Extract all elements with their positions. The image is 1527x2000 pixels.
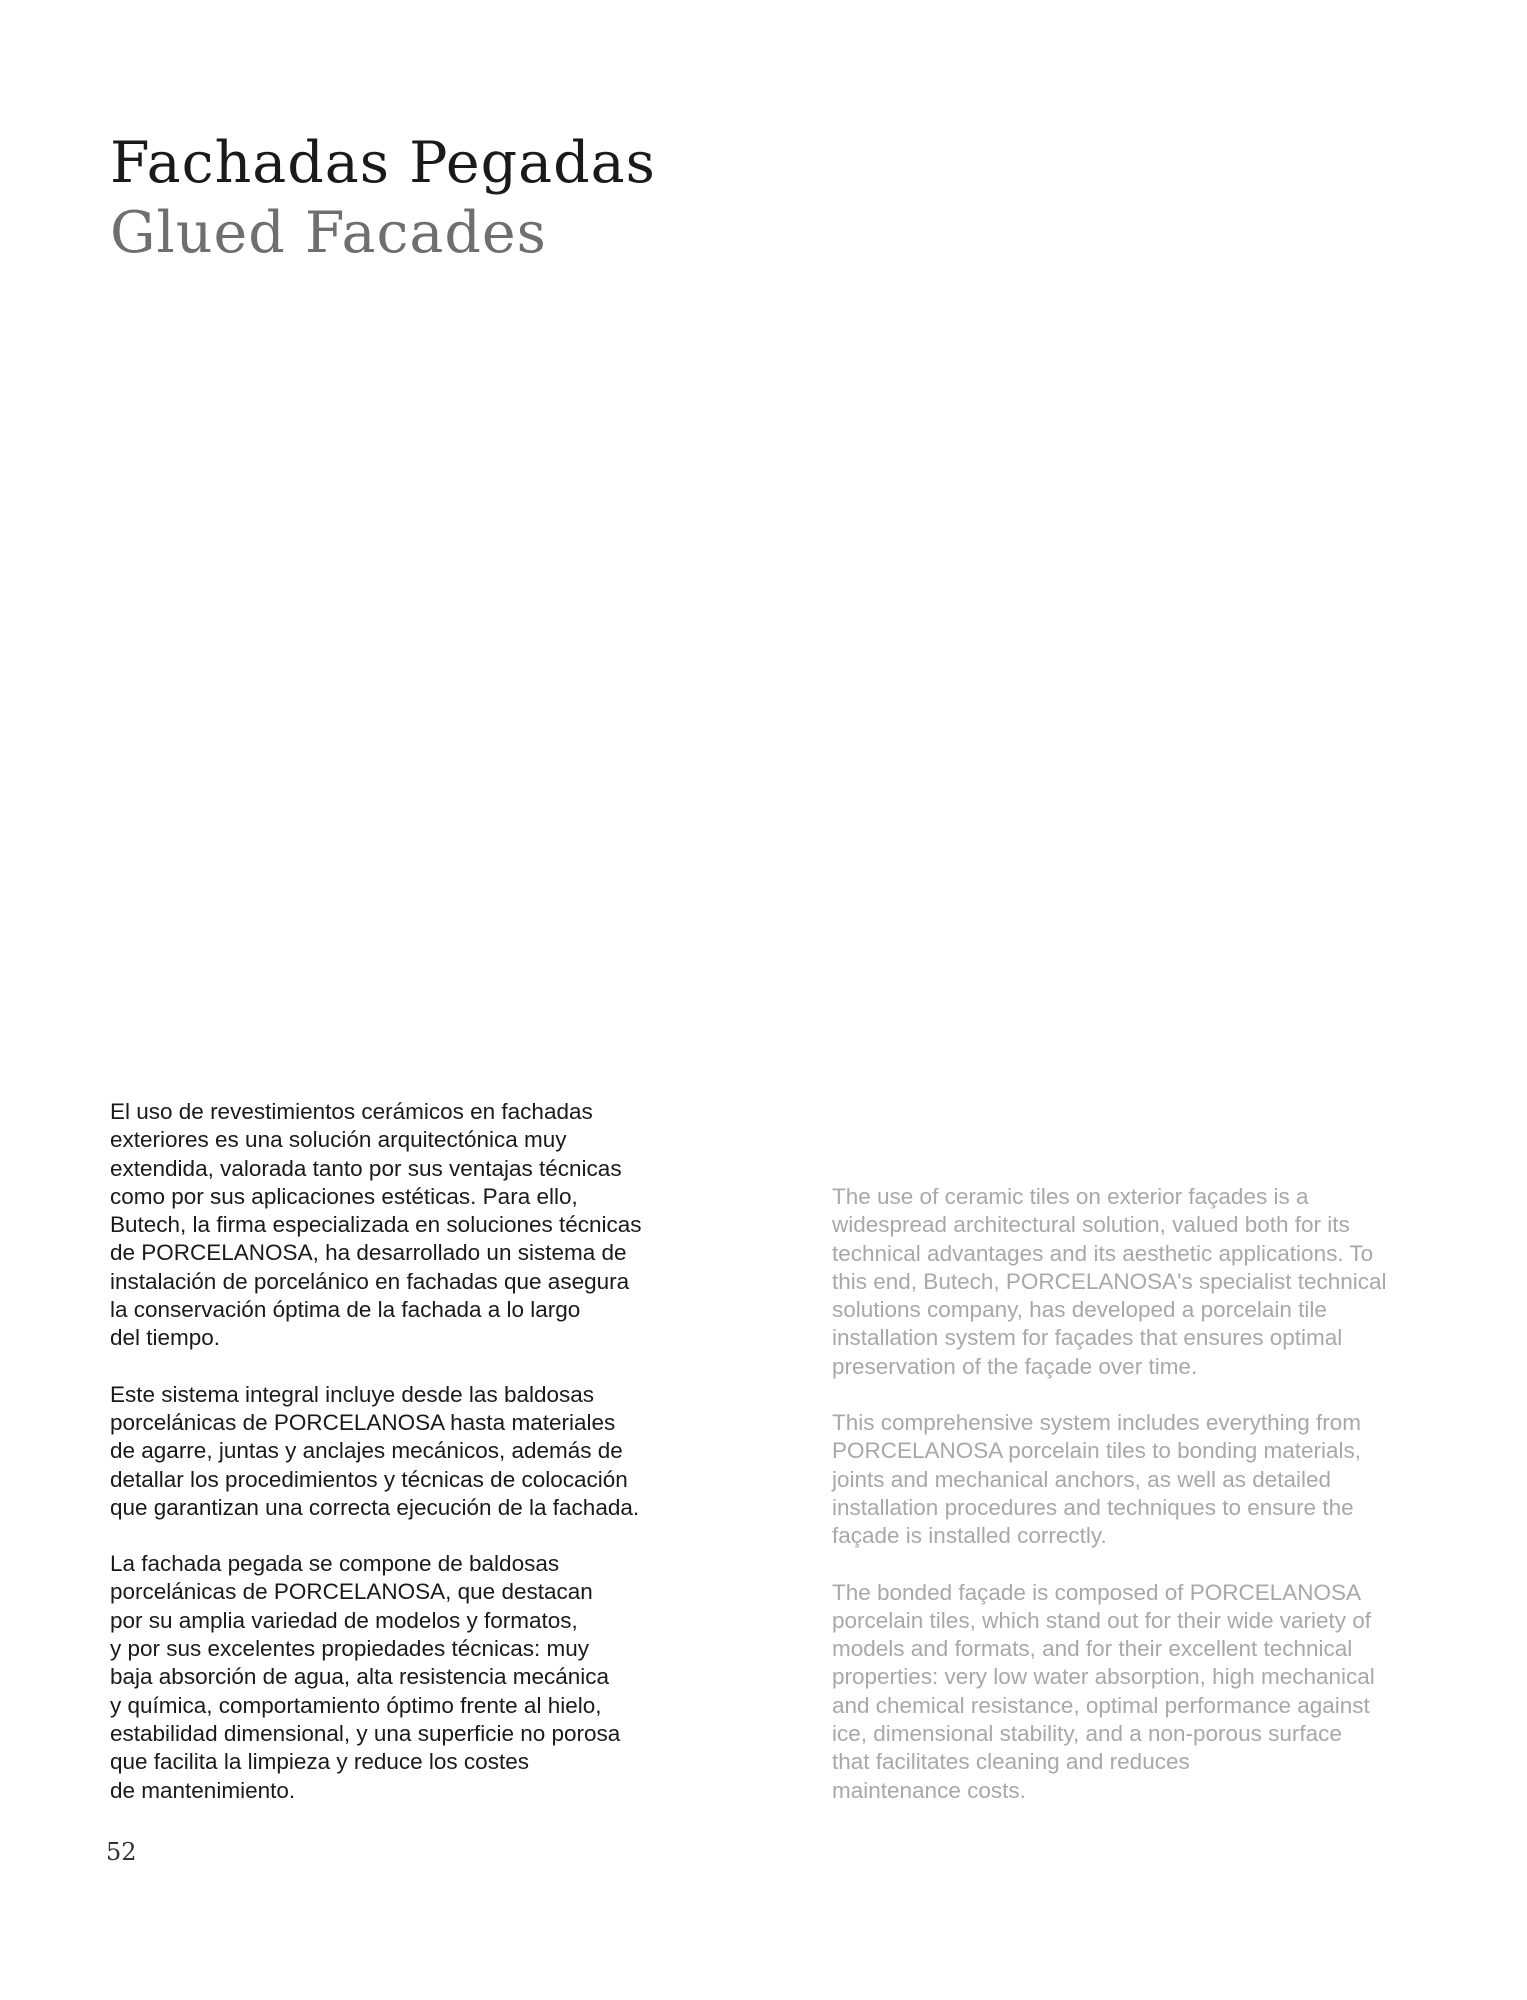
title-spanish: Fachadas Pegadas — [110, 130, 656, 196]
spanish-paragraph-2: Este sistema integral incluye desde las baldosas porcelánicas de PORCELANOSA hasta materiales de agarre, juntas y anclajes mecánicos, además de detallar los procedimientos y técnicas de colocación que garantizan una correcta ejecución de la fachada. — [110, 1381, 640, 1520]
english-text-column — [832, 1183, 1432, 1833]
english-paragraph-1: The use of ceramic tiles on exterior façades is a widespread architectural solution, valued both for its technical advantages and its aesthetic applications. To this end, Butech, PORCELANOSA's specialist technical solutions company, has developed a porcelain tile installation system for façades that ensures optimal preservation of the façade over time. — [832, 1184, 1387, 1379]
page-title — [110, 128, 910, 268]
spanish-paragraph-1: El uso de revestimientos cerámicos en fachadas exteriores es una solución arquitectónica muy extendida, valorada tanto por sus ventajas técnicas como por sus aplicaciones estéticas. Para ello, Butech, la firma especializada en soluciones técnicas de PORCELANOSA, ha desarrollado un sistema de instalación de porcelánico en fachadas que asegura la conservación óptima de la fachada a lo largo del tiempo. — [110, 1099, 642, 1351]
english-paragraph-3: The bonded façade is composed of PORCELANOSA porcelain tiles, which stand out for their wide variety of models and formats, and for their excellent technical properties: very low water absorption, high mechanical and chemical resistance, optimal performance against ice, dimensional stability, and a non-porous surface that facilitates cleaning and reduces maintenance costs. — [832, 1579, 1375, 1803]
page-number: 52 — [106, 1838, 137, 1866]
spanish-text-column — [110, 1098, 720, 1833]
spanish-paragraph-3: La fachada pegada se compone de baldosas porcelánicas de PORCELANOSA, que destacan por su amplia variedad de modelos y formatos, y por sus excelentes propiedades técnicas: muy baja absorción de agua, alta resistencia mecánica y química, comportamiento óptimo frente al hielo, estabilidad dimensional, y una superficie no porosa que facilita la limpieza y reduce los costes de mantenimiento. — [110, 1551, 621, 1803]
title-english: Glued Facades — [110, 200, 547, 266]
english-paragraph-2: This comprehensive system includes everything from PORCELANOSA porcelain tiles to bonding materials, joints and mechanical anchors, as well as detailed installation procedures and techniques to ensure the façade is installed correctly. — [832, 1410, 1362, 1549]
